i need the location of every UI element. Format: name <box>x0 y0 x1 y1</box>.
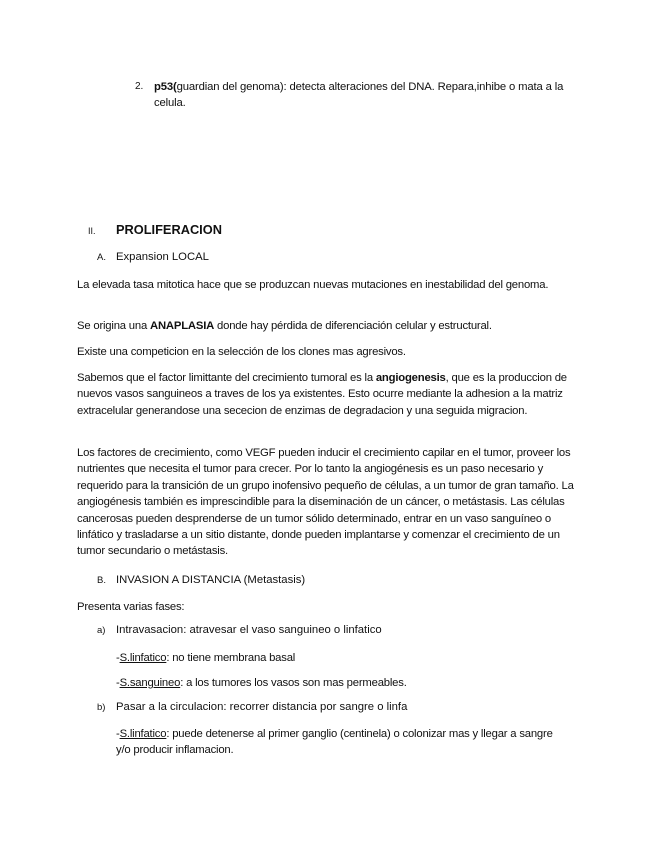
section-title: PROLIFERACION <box>116 222 222 237</box>
dash: - <box>116 652 120 664</box>
phase-letter: b) <box>97 702 106 713</box>
text: Se origina una <box>77 320 150 332</box>
phase-letter: a) <box>97 625 106 636</box>
term-lymphatic: S.linfatico <box>119 728 167 740</box>
phase-title: Pasar a la circulacion: recorrer distancia por sangre o linfa <box>116 701 408 713</box>
note-blood <box>116 675 556 691</box>
section-numeral: II. <box>88 226 96 236</box>
dash: - <box>116 677 120 689</box>
text: Sabemos que el factor limittante del crecimiento tumoral es la <box>77 372 376 384</box>
list-item-text <box>154 79 584 111</box>
subsection-letter: B. <box>97 575 106 586</box>
subsection-letter: A. <box>97 252 106 263</box>
term-lymphatic: S.linfatico <box>119 652 167 664</box>
p53-description: guardian del genoma): detecta alteraciones del DNA. Repara,inhibe o mata a la celula. <box>154 81 564 109</box>
phase-title: Intravasacion: atravesar el vaso sanguineo o linfatico <box>116 624 382 636</box>
subsection-title: Expansion LOCAL <box>116 251 209 263</box>
text: , que es la produccion de nuevos vasos sanguineos a traves de los ya existentes. Esto ocurre mediante la adhesion a la matriz extracelular generandose una sececion de enzimas de degradacion y una seguida migracion. <box>77 372 567 417</box>
note-text: : no tiene membrana basal <box>166 652 296 664</box>
list-number: 2. <box>135 81 144 92</box>
paragraph-growth-factors: Los factores de crecimiento, como VEGF pueden inducir el crecimiento capilar en el tumor, proveer los nutrientes que necesita el tumor para crecer. Por lo tanto la angiogénesis es un paso necesario y requerido para la transición de un grupo inofensivo pequeño de células, a un tumor de gran tamaño. La angiogénesis también es imprescindible para la diseminación de un cáncer, o metástasis. Las células cancerosas pueden desprenderse de un tumor sólido determinado, entrar en un vaso sanguíneo o linfático y trasladarse a un sitio distante, donde pueden implantarse y comenzar el crecimiento de un tumor secundario o metástasis. <box>77 447 574 558</box>
paragraph-competition: Existe una competicion en la selección de los clones mas agresivos. <box>77 346 406 358</box>
paragraph-mitotic: La elevada tasa mitotica hace que se produzcan nuevas mutaciones en inestabilidad del genoma. <box>77 279 549 291</box>
subsection-title: INVASION A DISTANCIA (Metastasis) <box>116 574 306 586</box>
paragraph-angiogenesis <box>77 370 582 419</box>
term-angiogenesis: angiogenesis <box>375 372 446 384</box>
term-blood: S.sanguineo <box>119 677 181 689</box>
paragraph-phases: Presenta varias fases: <box>77 601 185 613</box>
paragraph-anaplasia <box>77 318 582 334</box>
note-lymphatic <box>116 650 556 666</box>
note-text: : a los tumores los vasos son mas permeables. <box>180 677 407 689</box>
note-text: : puede detenerse al primer ganglio (centinela) o colonizar mas y llegar a sangre y/o producir inflamacion. <box>116 728 553 757</box>
term-anaplasia: ANAPLASIA <box>150 320 215 332</box>
dash: - <box>116 728 120 740</box>
term-p53: p53( <box>154 81 177 93</box>
text: donde hay pérdida de diferenciación celular y estructural. <box>214 320 492 332</box>
note-lymphatic-circulation <box>116 726 556 759</box>
